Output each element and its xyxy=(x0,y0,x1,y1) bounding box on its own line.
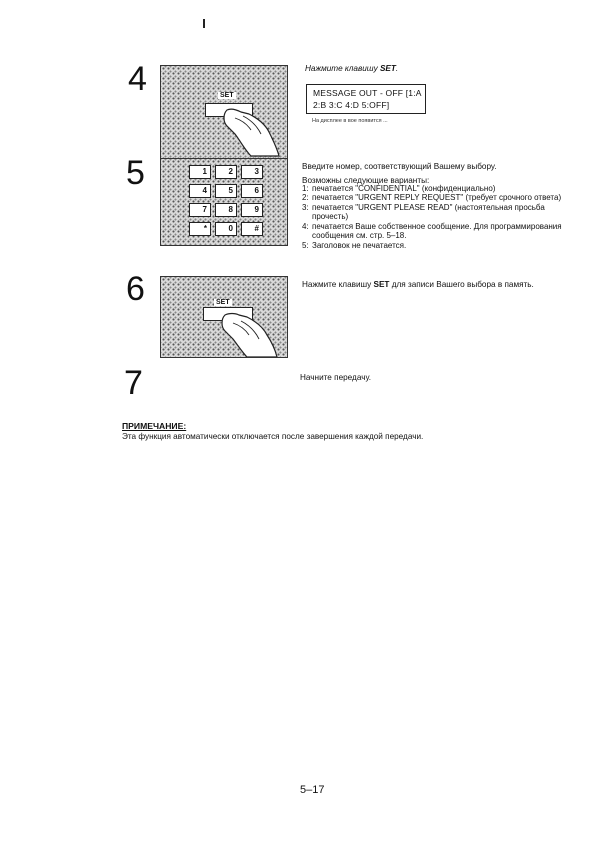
scan-mark xyxy=(203,19,205,28)
options-heading: Возможны следующие варианты: xyxy=(302,176,430,185)
option-item: 3: печатается "URGENT PLEASE READ" (настоятельная просьба прочесть) xyxy=(302,202,545,222)
lcd-display xyxy=(306,84,426,114)
page-number: 5–17 xyxy=(300,784,325,796)
keypad-key-0: 0 xyxy=(215,222,237,236)
keypad-key-1: 1 xyxy=(189,165,211,179)
pressing-hand-icon xyxy=(161,277,287,357)
keypad-key-hash: # xyxy=(241,222,263,236)
option-item: 2: печатается "URGENT REPLY REQUEST" (требует срочного ответа) xyxy=(302,193,562,203)
keypad-key-5: 5 xyxy=(215,184,237,198)
step-number-7: 7 xyxy=(124,364,143,402)
lcd-line-2: 2:B 3:C 4:D 5:OFF] xyxy=(313,100,390,110)
option-item: 4: печатается Ваше собственное сообщение. Для программирования сообщения см. стр. 5–18. xyxy=(302,221,562,241)
set-key-illustration xyxy=(160,65,288,159)
note-title: ПРИМЕЧАНИЕ: xyxy=(122,421,187,431)
pressing-hand-icon xyxy=(161,66,287,158)
step-number-5: 5 xyxy=(126,154,145,192)
step-7-instruction: Начните передачу. xyxy=(300,373,372,382)
option-item: 1: печатается "CONFIDENTIAL" (конфиденциально) xyxy=(302,184,496,193)
keypad-key-6: 6 xyxy=(241,184,263,198)
note-text: Эта функция автоматически отключается после завершения каждой передачи. xyxy=(122,432,424,441)
step-5-instruction: Введите номер, соответствующий Вашему выбору. xyxy=(302,162,497,171)
keypad-key-2: 2 xyxy=(215,165,237,179)
keypad-key-8: 8 xyxy=(215,203,237,217)
step-number-4: 4 xyxy=(128,60,147,98)
step-number-6: 6 xyxy=(126,270,145,308)
keypad-key-star: * xyxy=(189,222,211,236)
set-key-illustration-2 xyxy=(160,276,288,358)
step-4-instruction: Нажмите клавишу SET. xyxy=(305,64,399,73)
step-6-instruction: Нажмите клавишу SET для записи Вашего выбора в память. xyxy=(302,280,534,289)
set-key-label: SET xyxy=(220,92,234,99)
display-caption: На дисплее в вое появится ... xyxy=(312,118,388,124)
keypad-key-7: 7 xyxy=(189,203,211,217)
options-list xyxy=(302,184,564,250)
keypad-illustration xyxy=(160,158,288,246)
keypad-key-3: 3 xyxy=(241,165,263,179)
option-item: 5: Заголовок не печатается. xyxy=(302,240,407,250)
set-key-label: SET xyxy=(216,299,230,306)
keypad-key-4: 4 xyxy=(189,184,211,198)
keypad-key-9: 9 xyxy=(241,203,263,217)
lcd-line-1: MESSAGE OUT - OFF [1:A xyxy=(313,88,422,98)
